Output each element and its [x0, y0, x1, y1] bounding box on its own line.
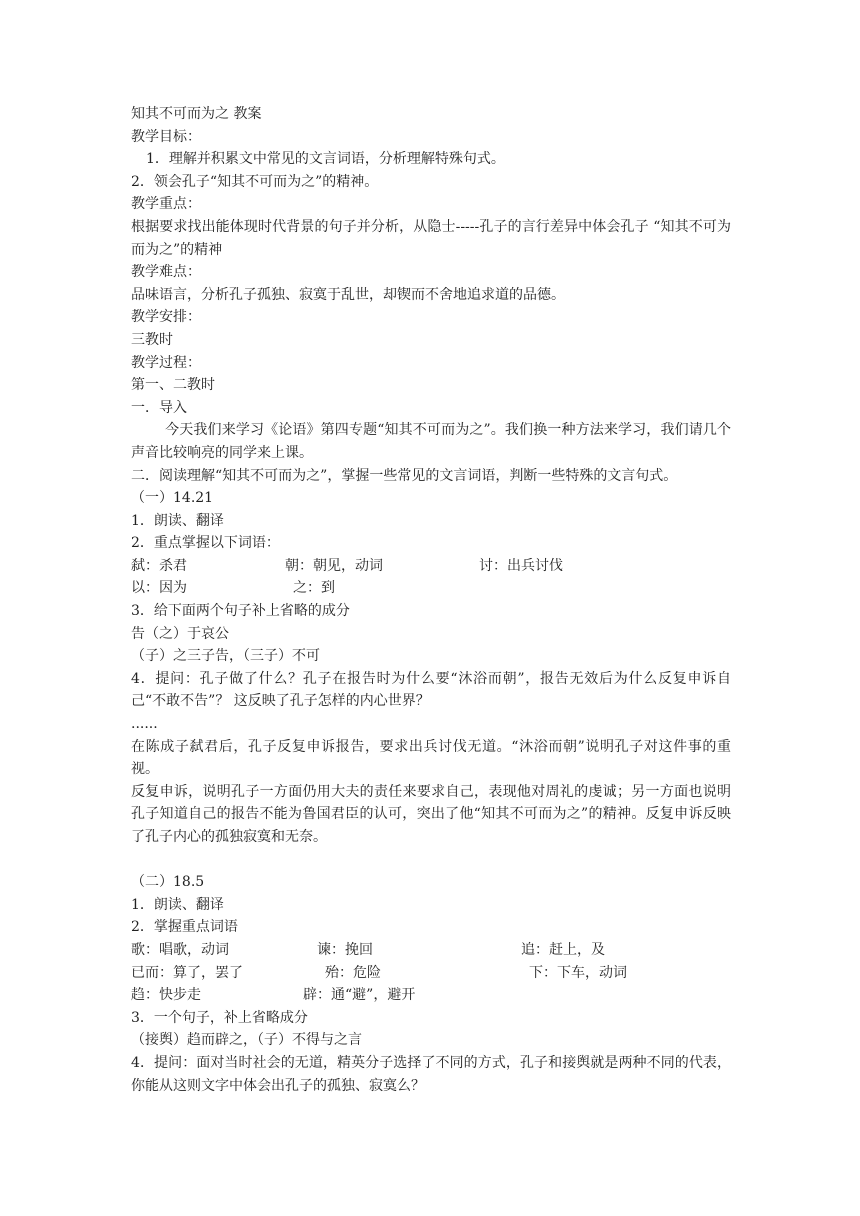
passage-2-heading: （二）18.5 [131, 874, 205, 891]
sentence-example: （子）之三子告，（三子）不可 [131, 648, 320, 665]
vocab-row [131, 577, 731, 600]
sentence-example: 告（之）于哀公 [131, 625, 229, 642]
vocab-item: 辟：通“避”，避开 [303, 987, 416, 1004]
document-body [131, 103, 731, 1097]
vocab-item: 之：到 [293, 580, 335, 597]
passage-2-step-2: 2．掌握重点词语 [131, 919, 238, 936]
difficulties-heading: 教学难点： [131, 264, 201, 281]
process-heading: 教学过程： [131, 354, 201, 371]
ellipsis: ...... [131, 716, 158, 733]
passage-1-step-1: 1．朗读、翻译 [131, 512, 224, 529]
vocab-item: 趋：快步走 [131, 987, 201, 1004]
passage-2-step-3: 3．一个句子，补上省略成分 [131, 1009, 308, 1026]
passage-1-heading: （一）14.21 [131, 490, 214, 507]
arrangement-heading: 教学安排： [131, 309, 201, 326]
vocab-item: 讨：出兵讨伐 [479, 557, 563, 574]
arrangement-text: 三教时 [131, 331, 173, 348]
key-points-heading: 教学重点： [131, 196, 201, 213]
passage-2-question: 4．提问：面对当时社会的无道，精英分子选择了不同的方式，孔子和接舆就是两种不同的代表，你能从这则文字中体会出孔子的孤独、寂寞么？ [131, 1054, 731, 1094]
passage-1-question: 4．提问：孔子做了什么？孔子在报告时为什么要“沐浴而朝”，报告无效后为什么反复申诉自己“不敢不告”？ 这反映了孔子怎样的内心世界？ [131, 670, 731, 710]
blank-line [131, 849, 731, 872]
vocab-item: 朝：朝见，动词 [285, 557, 383, 574]
difficulties-text: 品味语言，分析孔子孤独、寂寞于乱世，却锲而不舍地追求道的品德。 [131, 286, 565, 303]
vocab-item: 歌：唱歌，动词 [131, 941, 229, 958]
goals-heading: 教学目标： [131, 128, 201, 145]
vocab-row [131, 984, 731, 1007]
vocab-item: 已而：算了，罢了 [131, 964, 243, 981]
session-label: 第一、二教时 [131, 377, 215, 394]
passage-1-step-3: 3．给下面两个句子补上省略的成分 [131, 603, 350, 620]
vocab-row [131, 939, 731, 962]
goal-2: 2．领会孔子“知其不可而为之”的精神。 [131, 173, 379, 190]
vocab-item: 殆：危险 [325, 964, 381, 981]
passage-1-answer-1: 在陈成子弑君后，孔子反复申诉报告，要求出兵讨伐无道。“沐浴而朝”说明孔子对这件事的重视。 [131, 738, 731, 778]
vocab-item: 追：赶上，及 [521, 941, 605, 958]
passage-1-step-2: 2．重点掌握以下词语： [131, 535, 280, 552]
document-title: 知其不可而为之 教案 [131, 106, 262, 122]
vocab-item: 谏：挽回 [317, 941, 373, 958]
vocab-row [131, 555, 731, 578]
vocab-item: 弑：杀君 [131, 557, 187, 574]
key-points-text: 根据要求找出能体现时代背景的句子并分析，从隐士-----孔子的言行差异中体会孔子 “知其不可为而为之”的精神 [131, 218, 731, 258]
sentence-example: （接舆）趋而辟之，（子）不得与之言 [131, 1032, 362, 1049]
vocab-item: 下：下车，动词 [529, 964, 627, 981]
section-reading-heading: 二．阅读理解“知其不可而为之”，掌握一些常见的文言词语，判断一些特殊的文言句式。 [131, 467, 678, 484]
vocab-item: 以：因为 [131, 580, 187, 597]
vocab-row [131, 962, 731, 985]
section-intro-heading: 一．导入 [131, 399, 187, 416]
passage-2-step-1: 1．朗读、翻译 [131, 896, 224, 913]
section-intro-text: 今天我们来学习《论语》第四专题“知其不可而为之”。我们换一种方法来学习，我们请几个声音比较响亮的同学来上课。 [131, 422, 731, 461]
passage-1-answer-2: 反复申诉，说明孔子一方面仍用大夫的责任来要求自己，表现他对周礼的虔诚；另一方面也说明孔子知道自己的报告不能为鲁国君臣的认可，突出了他“知其不可而为之”的精神。反复申诉反映了孔子内心的孤独寂寞和无奈。 [131, 783, 731, 845]
goal-1: 1．理解并积累文中常见的文言词语，分析理解特殊句式。 [146, 151, 505, 168]
